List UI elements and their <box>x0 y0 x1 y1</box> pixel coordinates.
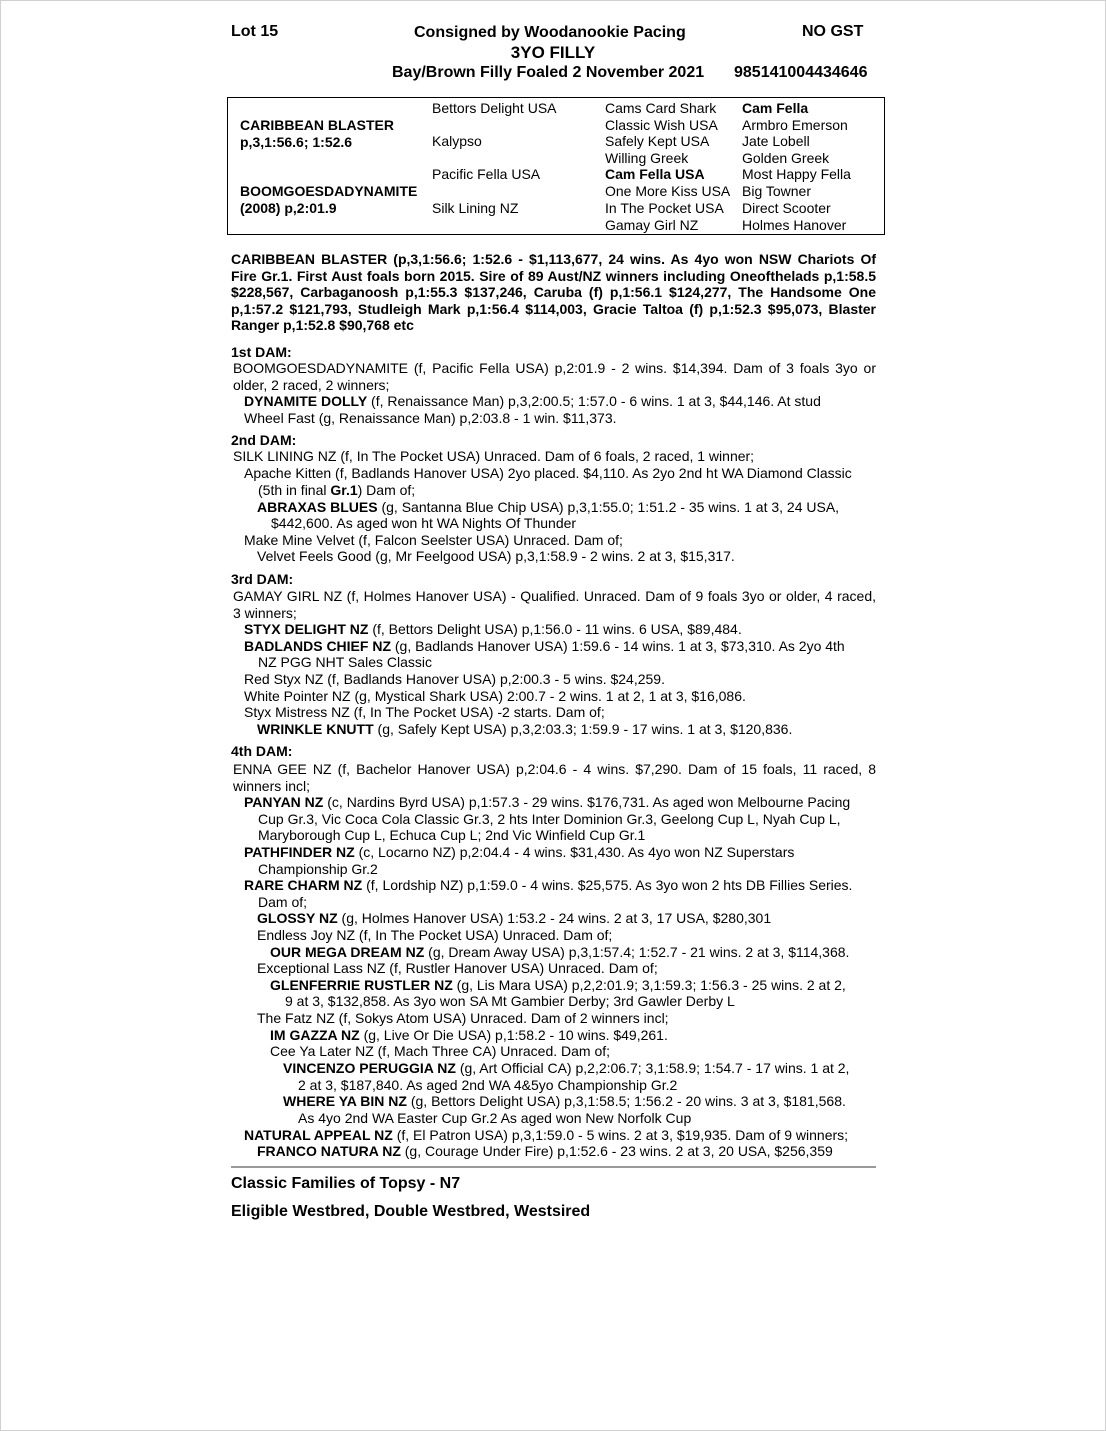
fourth-dam-progeny-cont: Dam of; <box>258 894 308 910</box>
pedigree-g2: Cams Card Shark <box>605 100 717 116</box>
second-dam-heading: 2nd DAM: <box>231 432 297 448</box>
fourth-dam-g4progeny: VINCENZO PERUGGIA NZ (g, Art Official CA) p,2,2:06.7; 3,1:58.9; 1:54.7 - 17 wins. 1 at 2, <box>283 1060 850 1076</box>
second-dam-progeny-cont: (5th in final Gr.1) Dam of; <box>258 482 416 498</box>
pedigree-g2: Willing Greek <box>605 150 689 166</box>
third-dam-progeny: BADLANDS CHIEF NZ (g, Badlands Hanover USA) 1:59.6 - 14 wins. 1 at 3, $73,310. As 2yo 4th <box>244 638 845 654</box>
pedigree-g2: In The Pocket USA <box>605 200 724 216</box>
fourth-dam-progeny: RARE CHARM NZ (f, Lordship NZ) p,1:59.0 - 4 wins. $25,575. As 3yo won 2 hts DB Fillies Series. <box>244 877 853 893</box>
third-dam-heading: 3rd DAM: <box>231 571 294 587</box>
fourth-dam-progeny-cont: Cup Gr.3, Vic Coca Cola Classic Gr.3, 2 hts Inter Dominion Gr.3, Geelong Cup L, Nyah Cup L, <box>258 811 841 827</box>
family-line: Classic Families of Topsy - N7 <box>231 1175 461 1192</box>
pedigree-sire: CARIBBEAN BLASTER <box>240 117 394 133</box>
second-dam-progeny: Make Mine Velvet (f, Falcon Seelster USA) Unraced. Dam of; <box>244 532 623 548</box>
pedigree-g1: Kalypso <box>432 133 482 149</box>
sire-summary: CARIBBEAN BLASTER (p,3,1:56.6; 1:52.6 - $1,113,677, 24 wins. As 4yo won NSW Chariots Of Fire Gr.1. First Aust foals born 2015. Sire of 89 Aust/NZ winners including Oneofthelads p,1:58.5 $228,567, Carbaganoosh p,1:55.3 $137,246, Caruba (f) p,1:56.1 $124,277, The Handsome One p,1:57.2 $121,793, Studleigh Mark p,1:56.4 $114,003, Gracie Taltoa (f) p,1:52.3 $95,073, Blaster Ranger p,1:52.8 $90,768 etc <box>231 251 876 334</box>
pedigree-g1: Bettors Delight USA <box>432 100 557 116</box>
lot-number: Lot 15 <box>231 23 279 40</box>
fourth-dam-g3progeny-cont: 9 at 3, $132,858. As 3yo won SA Mt Gambier Derby; 3rd Gawler Derby L <box>285 993 735 1009</box>
microchip-number: 985141004434646 <box>734 64 868 81</box>
third-dam-progeny: STYX DELIGHT NZ (f, Bettors Delight USA) p,1:56.0 - 11 wins. 6 USA, $89,484. <box>244 621 742 637</box>
third-dam-progeny: Red Styx NZ (f, Badlands Hanover USA) p,2:00.3 - 5 wins. $24,259. <box>244 671 665 687</box>
fourth-dam-progeny: PATHFINDER NZ (c, Locarno NZ) p,2:04.4 - 4 wins. $31,430. As 4yo won NZ Superstars <box>244 844 795 860</box>
fourth-dam-g4progeny: WHERE YA BIN NZ (g, Bettors Delight USA) p,3,1:58.5; 1:56.2 - 20 wins. 3 at 3, $181,568. <box>283 1093 846 1109</box>
fourth-dam-grandprogeny: Endless Joy NZ (f, In The Pocket USA) Unraced. Dam of; <box>257 927 613 943</box>
pedigree-g3: Holmes Hanover <box>742 217 847 233</box>
fourth-dam-g3progeny: Cee Ya Later NZ (f, Mach Three CA) Unraced. Dam of; <box>270 1043 611 1059</box>
pedigree-g2: Gamay Girl NZ <box>605 217 699 233</box>
fourth-dam-progeny-cont: Championship Gr.2 <box>258 861 378 877</box>
fourth-dam-g4progeny-cont: As 4yo 2nd WA Easter Cup Gr.2 As aged won New Norfolk Cup <box>298 1110 692 1126</box>
fourth-dam-heading: 4th DAM: <box>231 743 293 759</box>
fourth-dam-grandprogeny: The Fatz NZ (f, Sokys Atom USA) Unraced. Dam of 2 winners incl; <box>257 1010 669 1026</box>
second-dam-progeny: Apache Kitten (f, Badlands Hanover USA) 2yo placed. $4,110. As 2yo 2nd ht WA Diamond Classic <box>244 465 852 481</box>
fourth-dam-g3progeny: IM GAZZA NZ (g, Live Or Die USA) p,1:58.2 - 10 wins. $49,261. <box>270 1027 668 1043</box>
first-dam-intro: BOOMGOESDADYNAMITE (f, Pacific Fella USA) p,2:01.9 - 2 wins. $14,394. Dam of 3 foals 3yo or older, 2 raced, 2 winners; <box>233 360 876 393</box>
second-dam-intro: SILK LINING NZ (f, In The Pocket USA) Unraced. Dam of 6 foals, 2 raced, 1 winner; <box>233 448 755 464</box>
pedigree-g3: Most Happy Fella <box>742 166 851 182</box>
third-dam-progeny: Styx Mistress NZ (f, In The Pocket USA) -2 starts. Dam of; <box>244 704 605 720</box>
gst-status: NO GST <box>802 23 864 40</box>
first-dam-heading: 1st DAM: <box>231 344 292 360</box>
third-dam-intro: GAMAY GIRL NZ (f, Holmes Hanover USA) - Qualified. Unraced. Dam of 9 foals 3yo or older, 4 raced, 3 winners; <box>233 588 876 621</box>
third-dam-grandprogeny: WRINKLE KNUTT (g, Safely Kept USA) p,3,2:03.3; 1:59.9 - 17 wins. 1 at 3, $120,836. <box>257 721 793 737</box>
pedigree-g1: Silk Lining NZ <box>432 200 519 216</box>
fourth-dam-g4progeny-cont: 2 at 3, $187,840. As aged 2nd WA 4&5yo Championship Gr.2 <box>298 1077 678 1093</box>
second-dam-grandprogeny-cont: $442,600. As aged won ht WA Nights Of Thunder <box>271 515 577 531</box>
pedigree-g2: Classic Wish USA <box>605 117 718 133</box>
section-divider <box>231 1166 876 1168</box>
consignor: Consigned by Woodanookie Pacing <box>414 24 686 41</box>
pedigree-g3: Big Towner <box>742 183 812 199</box>
pedigree-g3: Armbro Emerson <box>742 117 848 133</box>
sex-age: 3YO FILLY <box>510 43 596 62</box>
fourth-dam-progeny: PANYAN NZ (c, Nardins Byrd USA) p,1:57.3 - 29 wins. $176,731. As aged won Melbourne Pacing <box>244 794 851 810</box>
pedigree-g3: Direct Scooter <box>742 200 831 216</box>
second-dam-grandprogeny: ABRAXAS BLUES (g, Santanna Blue Chip USA) p,3,1:55.0; 1:51.2 - 35 wins. 1 at 3, 24 USA, <box>257 499 840 515</box>
pedigree-g1: Pacific Fella USA <box>432 166 541 182</box>
first-dam-progeny: DYNAMITE DOLLY (f, Renaissance Man) p,3,2:00.5; 1:57.0 - 6 wins. 1 at 3, $44,146. At stud <box>244 393 821 409</box>
fourth-dam-g3progeny: GLENFERRIE RUSTLER NZ (g, Lis Mara USA) p,2,2:01.9; 3,1:59.3; 1:56.3 - 25 wins. 2 at 2, <box>270 977 846 993</box>
pedigree-g2: Safely Kept USA <box>605 133 710 149</box>
second-dam-grandprogeny: Velvet Feels Good (g, Mr Feelgood USA) p,3,1:58.9 - 2 wins. 2 at 3, $15,317. <box>257 548 735 564</box>
third-dam-progeny-cont: NZ PGG NHT Sales Classic <box>258 654 432 670</box>
pedigree-dam: BOOMGOESDADYNAMITE <box>240 183 418 199</box>
pedigree-g3: Golden Greek <box>742 150 830 166</box>
fourth-dam-intro: ENNA GEE NZ (f, Bachelor Hanover USA) p,2:04.6 - 4 wins. $7,290. Dam of 15 foals, 11 raced, 8 winners incl; <box>233 761 876 794</box>
fourth-dam-grandprogeny: FRANCO NATURA NZ (g, Courage Under Fire) p,1:52.6 - 23 wins. 2 at 3, 20 USA, $256,359 <box>257 1143 833 1159</box>
eligibility-line: Eligible Westbred, Double Westbred, Westsired <box>231 1203 591 1220</box>
fourth-dam-progeny: NATURAL APPEAL NZ (f, El Patron USA) p,3,1:59.0 - 5 wins. 2 at 3, $19,935. Dam of 9 winners; <box>244 1127 849 1143</box>
pedigree-g3: Cam Fella <box>742 100 809 116</box>
fourth-dam-progeny-cont: Maryborough Cup L, Echuca Cup L; 2nd Vic Winfield Cup Gr.1 <box>258 827 646 843</box>
fourth-dam-grandprogeny: Exceptional Lass NZ (f, Rustler Hanover USA) Unraced. Dam of; <box>257 960 658 976</box>
pedigree-sire-record: p,3,1:56.6; 1:52.6 <box>240 134 353 150</box>
pedigree-g2: One More Kiss USA <box>605 183 731 199</box>
fourth-dam-grandprogeny: GLOSSY NZ (g, Holmes Hanover USA) 1:53.2 - 24 wins. 2 at 3, 17 USA, $280,301 <box>257 910 772 926</box>
first-dam-progeny: Wheel Fast (g, Renaissance Man) p,2:03.8 - 1 win. $11,373. <box>244 410 617 426</box>
fourth-dam-g3progeny: OUR MEGA DREAM NZ (g, Dream Away USA) p,3,1:57.4; 1:52.7 - 21 wins. 2 at 3, $114,368. <box>270 944 850 960</box>
pedigree-g3: Jate Lobell <box>742 133 810 149</box>
third-dam-progeny: White Pointer NZ (g, Mystical Shark USA) 2:00.7 - 2 wins. 1 at 2, 1 at 3, $16,086. <box>244 688 746 704</box>
pedigree-dam-record: (2008) p,2:01.9 <box>240 200 337 216</box>
foaling-description: Bay/Brown Filly Foaled 2 November 2021 <box>392 64 705 81</box>
pedigree-g2: Cam Fella USA <box>605 166 705 182</box>
